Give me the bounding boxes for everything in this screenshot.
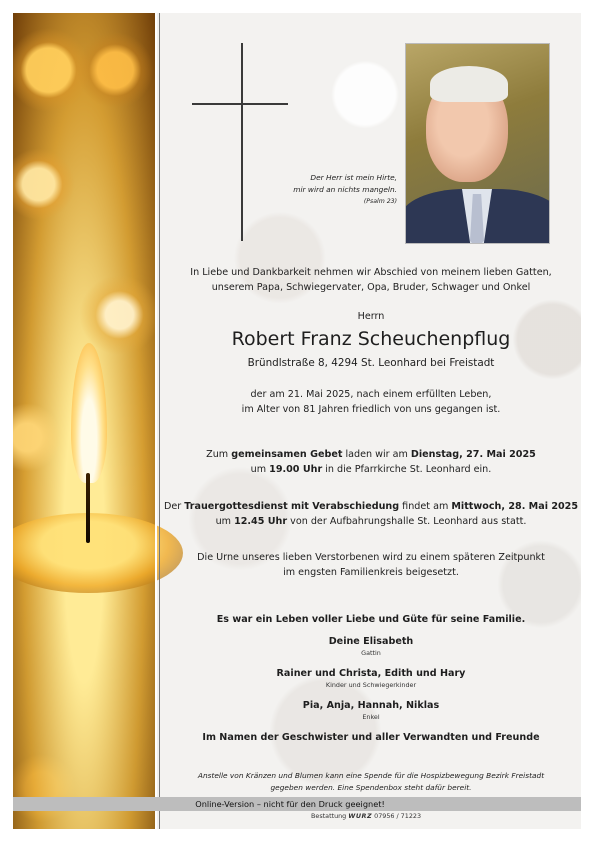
divider-line-dark bbox=[159, 13, 160, 829]
closing-statement: Es war ein Leben voller Liebe und Güte für seine Familie. bbox=[216, 614, 526, 625]
intro-text bbox=[161, 265, 581, 295]
mourner-relation: Gattin bbox=[361, 649, 381, 657]
prayer-notice bbox=[161, 447, 581, 477]
prayer-time: 19.00 Uhr bbox=[269, 464, 323, 475]
death-notice-line-2: im Alter von 81 Jahren friedlich von uns gegangen ist. bbox=[241, 404, 501, 415]
undertaker-info bbox=[311, 811, 421, 821]
service-date: Mittwoch, 28. Mai 2025 bbox=[451, 501, 579, 512]
prayer-title: gemeinsamen Gebet bbox=[231, 449, 343, 460]
mourner-names: Deine Elisabeth bbox=[328, 636, 414, 647]
candle-flame bbox=[71, 343, 107, 483]
psalm-reference: (Psalm 23) bbox=[363, 198, 397, 205]
donation-note bbox=[161, 770, 581, 794]
donation-line-1: Anstelle von Kränzen und Blumen kann eine Spende für die Hospizbewegung Bezirk Freistadt bbox=[197, 771, 545, 780]
death-notice-line-1: der am 21. Mai 2025, nach einem erfüllten Leben, bbox=[250, 389, 492, 400]
relatives-line: Im Namen der Geschwister und aller Verwandten und Freunde bbox=[202, 732, 540, 743]
prayer-text-4: in die Pfarrkirche St. Leonhard ein. bbox=[322, 464, 492, 475]
mourner-relation: Enkel bbox=[362, 713, 380, 721]
psalm-quote bbox=[277, 172, 397, 208]
urn-notice bbox=[161, 550, 581, 580]
psalm-line-2: mir wird an nichts mangeln. bbox=[293, 185, 397, 194]
deceased-name: Robert Franz Scheuchenpflug bbox=[231, 328, 511, 350]
intro-line-2: unserem Papa, Schwiegervater, Opa, Bruder, Schwager und Onkel bbox=[211, 282, 531, 293]
online-version-text: Online-Version – nicht für den Druck geeignet! bbox=[195, 799, 385, 809]
mourner-names: Pia, Anja, Hannah, Niklas bbox=[302, 700, 440, 711]
prayer-text-1: Zum bbox=[206, 449, 232, 460]
prayer-date: Dienstag, 27. Mai 2025 bbox=[410, 449, 536, 460]
salutation: Herrn bbox=[357, 311, 385, 322]
undertaker-phone: 07956 / 71223 bbox=[374, 812, 422, 820]
service-text-1: Der bbox=[163, 501, 185, 512]
death-notice bbox=[161, 387, 581, 417]
mourner-names: Rainer und Christa, Edith und Hary bbox=[276, 668, 466, 679]
intro-line-1: In Liebe und Dankbarkeit nehmen wir Abschied von meinem lieben Gatten, bbox=[190, 267, 552, 278]
divider-line bbox=[155, 13, 157, 829]
portrait-hair bbox=[430, 66, 508, 102]
service-text-2: findet am bbox=[399, 501, 452, 512]
cross-icon-bar bbox=[192, 103, 288, 105]
online-version-banner bbox=[13, 797, 581, 811]
prayer-text-3: um bbox=[250, 464, 270, 475]
cross-icon bbox=[241, 43, 243, 241]
portrait-photo bbox=[405, 43, 550, 244]
candle-photo bbox=[13, 13, 155, 829]
candle-wick bbox=[86, 473, 90, 543]
psalm-line-1: Der Herr ist mein Hirte, bbox=[310, 173, 397, 182]
prayer-text-2: laden wir am bbox=[342, 449, 411, 460]
service-notice bbox=[161, 499, 581, 529]
undertaker-brand: WURZ bbox=[348, 812, 373, 820]
service-text-3: um bbox=[215, 516, 235, 527]
service-time: 12.45 Uhr bbox=[234, 516, 288, 527]
mourner-children bbox=[161, 666, 581, 690]
service-title: Trauergottesdienst mit Verabschiedung bbox=[184, 501, 400, 512]
deceased-address: Bründlstraße 8, 4294 St. Leonhard bei Freistadt bbox=[247, 357, 495, 369]
urn-line-1: Die Urne unseres lieben Verstorbenen wird zu einem späteren Zeitpunkt bbox=[197, 552, 545, 563]
donation-line-2: gegeben werden. Eine Spendenbox steht dafür bereit. bbox=[270, 783, 472, 792]
obituary-card bbox=[13, 13, 581, 829]
mourner-grandchildren bbox=[161, 698, 581, 722]
mourner-spouse bbox=[161, 634, 581, 658]
service-text-4: von der Aufbahrungshalle St. Leonhard aus statt. bbox=[287, 516, 527, 527]
undertaker-label: Bestattung bbox=[311, 812, 347, 820]
urn-line-2: im engsten Familienkreis beigesetzt. bbox=[283, 567, 459, 578]
mourner-relation: Kinder und Schwiegerkinder bbox=[325, 681, 417, 689]
